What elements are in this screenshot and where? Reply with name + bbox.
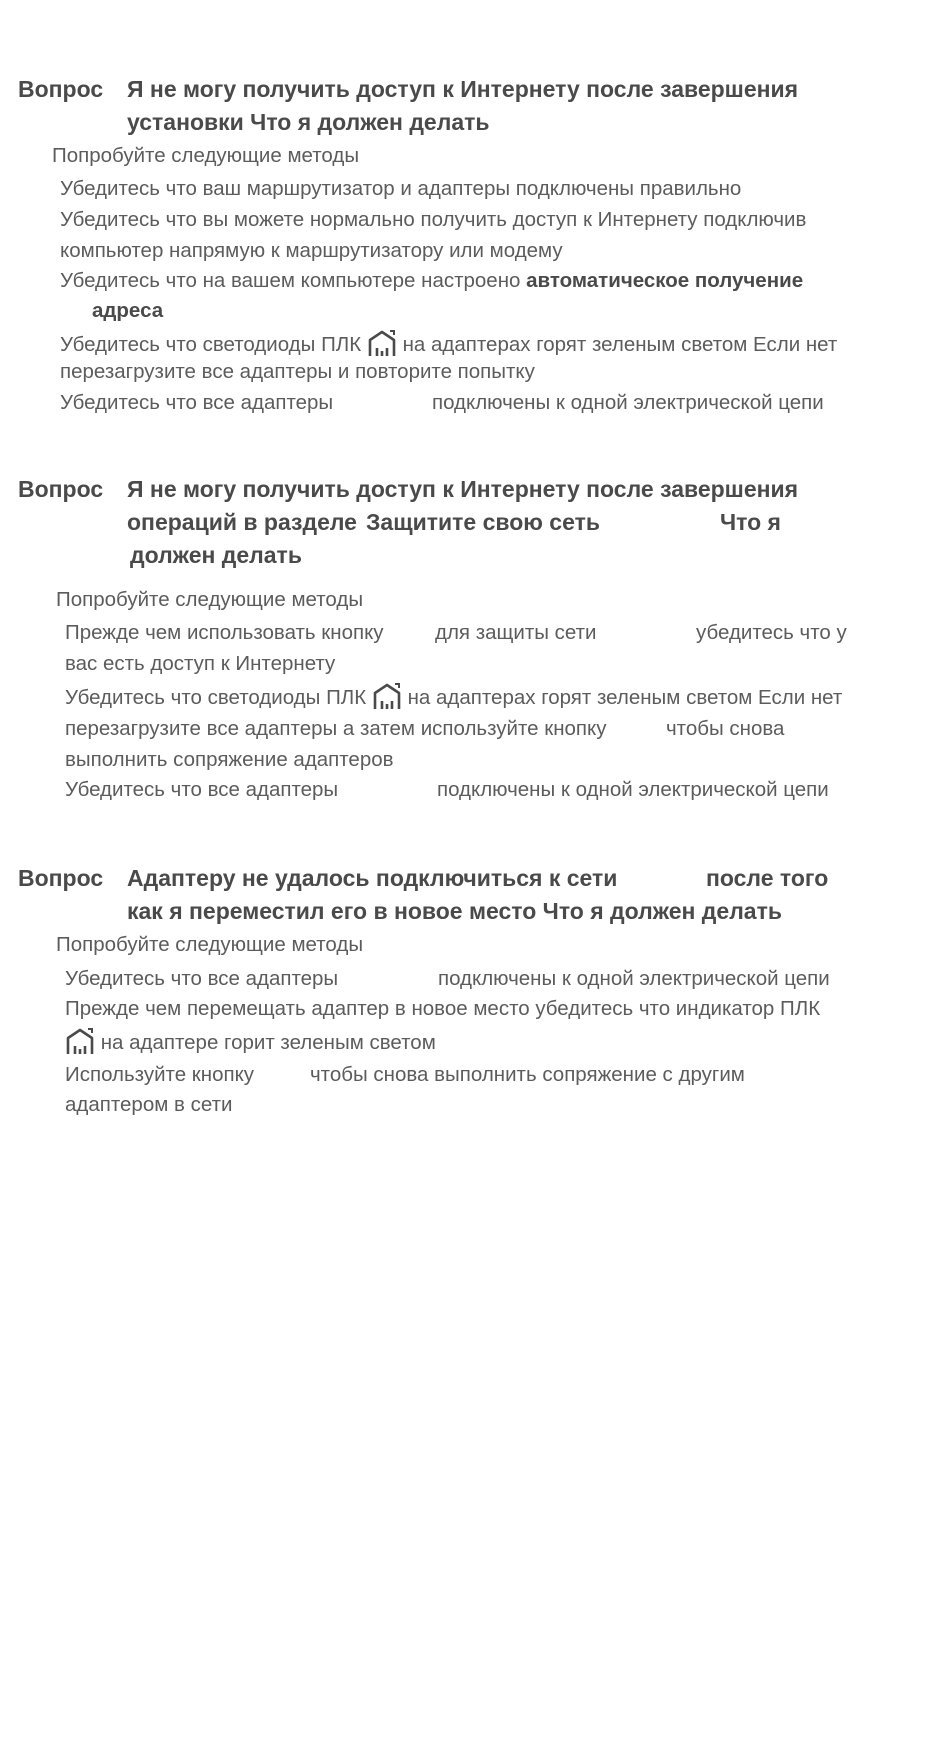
intro-text: Попробуйте следующие методы (56, 933, 364, 956)
list-item-cont: подключены к одной электрической цепи (432, 391, 824, 414)
list-item-cont: компьютер напрямую к маршрутизатору или модему (60, 239, 563, 262)
emphasis-text-cont: адреса (92, 299, 164, 322)
list-item: Убедитесь что ваш маршрутизатор и адаптеры подключены правильно (60, 177, 742, 200)
list-item-cont: выполнить сопряжение адаптеров (65, 748, 394, 771)
plc-led-icon (372, 682, 402, 710)
list-item-cont: вас есть доступ к Интернету (65, 652, 336, 675)
question-title-cont: Что я (720, 509, 781, 535)
list-item: Прежде чем перемещать адаптер в новое место убедитесь что индикатор ПЛК (65, 997, 821, 1020)
list-item-cont: перезагрузите все адаптеры и повторите попытку (60, 360, 535, 383)
list-item-text: на адаптерах горят зеленым светом Если нет (402, 333, 838, 356)
list-item: Убедитесь что вы можете нормально получить доступ к Интернету подключив (60, 208, 807, 231)
list-item-cont: перезагрузите все адаптеры а затем используйте кнопку (65, 717, 607, 740)
question-label: Вопрос (18, 865, 104, 891)
section-reference: Защитите свою сеть (366, 509, 600, 535)
question-title-cont: после того (706, 865, 829, 891)
list-item-cont: убедитесь что у (696, 621, 847, 644)
list-item (65, 682, 842, 710)
emphasis-text: автоматическое получение (526, 269, 804, 292)
question-label: Вопрос (18, 76, 104, 102)
plc-led-icon (65, 1027, 95, 1055)
list-item-cont (65, 1027, 436, 1055)
list-item: Используйте кнопку (65, 1063, 255, 1086)
intro-text: Попробуйте следующие методы (56, 588, 364, 611)
list-item-cont: для защиты сети (435, 621, 597, 644)
list-item-cont: подключены к одной электрической цепи (437, 778, 829, 801)
plc-led-icon (367, 329, 397, 357)
question-title-cont: установки Что я должен делать (127, 109, 490, 135)
list-item: Убедитесь что все адаптеры (60, 391, 334, 414)
list-item (60, 329, 837, 357)
question-title-cont: как я переместил его в новое место Что я должен делать (127, 898, 783, 924)
question-title-cont: должен делать (130, 542, 302, 568)
list-item-cont: чтобы снова выполнить сопряжение с другим (310, 1063, 745, 1086)
list-item-cont: адаптером в сети (65, 1093, 233, 1116)
list-item-text: на адаптере горит зеленым светом (100, 1031, 436, 1054)
list-item-text: на адаптерах горят зеленым светом Если нет (407, 686, 843, 709)
list-item-cont: чтобы снова (666, 717, 785, 740)
question-title: Я не могу получить доступ к Интернету после завершения (127, 476, 799, 502)
list-item (60, 269, 803, 293)
list-item: Прежде чем использовать кнопку (65, 621, 384, 644)
question-title: Адаптеру не удалось подключиться к сети (127, 865, 618, 891)
question-label: Вопрос (18, 476, 104, 502)
intro-text: Попробуйте следующие методы (52, 144, 360, 167)
list-item-cont: подключены к одной электрической цепи (438, 967, 830, 990)
list-item: Убедитесь что все адаптеры (65, 967, 339, 990)
question-title: Я не могу получить доступ к Интернету после завершения (127, 76, 799, 102)
list-item-text: Убедитесь что светодиоды ПЛК (60, 333, 362, 356)
list-item-text: Убедитесь что на вашем компьютере настроено (60, 269, 527, 292)
list-item-text: Убедитесь что светодиоды ПЛК (65, 686, 367, 709)
question-title-cont: операций в разделе (127, 509, 357, 535)
list-item: Убедитесь что все адаптеры (65, 778, 339, 801)
